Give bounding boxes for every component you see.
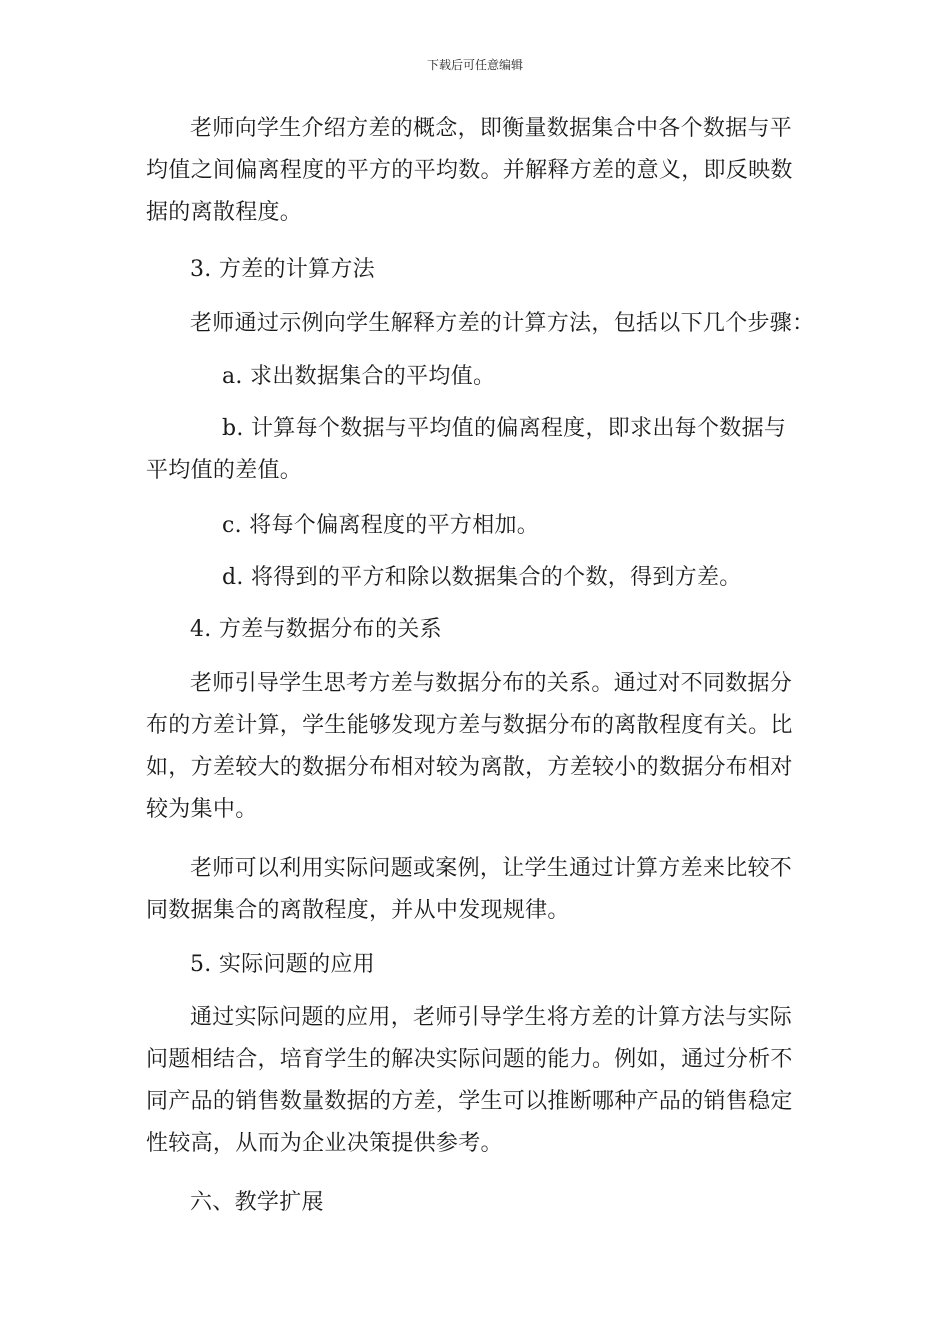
text-line: 5. 实际问题的应用 <box>190 952 375 977</box>
paragraph-distribution-relation <box>146 663 806 831</box>
heading-calculation-method <box>146 249 806 291</box>
text-line: 老师可以利用实际问题或案例，让学生通过计算方差来比较不 <box>190 856 793 881</box>
text-line: d. 将得到的平方和除以数据集合的个数，得到方差。 <box>222 565 742 590</box>
text-line: 老师通过示例向学生解释方差的计算方法，包括以下几个步骤： <box>190 311 815 336</box>
step-b <box>146 408 806 492</box>
heading-teaching-extension <box>146 1182 806 1224</box>
text-line: 均值之间偏离程度的平方的平均数。并解释方差的意义，即反映数 <box>146 158 793 183</box>
text-line: 性较高，从而为企业决策提供参考。 <box>146 1131 503 1156</box>
text-line: 4. 方差与数据分布的关系 <box>190 617 442 642</box>
page-header: 下载后可任意编辑 <box>426 58 523 72</box>
heading-practical-application <box>146 944 806 986</box>
text-line: 问题相结合，培育学生的解决实际问题的能力。例如，通过分析不 <box>146 1047 793 1072</box>
text-line: 老师引导学生思考方差与数据分布的关系。通过对不同数据分 <box>190 671 793 696</box>
text-line: 老师向学生介绍方差的概念，即衡量数据集合中各个数据与平 <box>190 116 793 141</box>
text-line: c. 将每个偏离程度的平方相加。 <box>222 513 540 538</box>
text-line: 平均值的差值。 <box>146 458 303 483</box>
paragraph-variance-concept <box>146 108 806 234</box>
paragraph-case-comparison <box>146 848 806 932</box>
text-line: 3. 方差的计算方法 <box>190 257 375 282</box>
text-line: 较为集中。 <box>146 797 258 822</box>
text-line: 据的离散程度。 <box>146 200 303 225</box>
text-line: 同产品的销售数量数据的方差，学生可以推断哪种产品的销售稳定 <box>146 1089 793 1114</box>
step-c <box>146 505 806 547</box>
paragraph-calculation-intro <box>146 303 815 345</box>
text-line: 如，方差较大的数据分布相对较为离散，方差较小的数据分布相对 <box>146 755 793 780</box>
step-a <box>146 356 806 398</box>
text-line: 布的方差计算，学生能够发现方差与数据分布的离散程度有关。比 <box>146 713 793 738</box>
text-line: 同数据集合的离散程度，并从中发现规律。 <box>146 898 570 923</box>
paragraph-practical-application <box>146 997 806 1165</box>
text-line: b. 计算每个数据与平均值的偏离程度，即求出每个数据与 <box>222 416 787 441</box>
text-line: 通过实际问题的应用，老师引导学生将方差的计算方法与实际 <box>190 1005 793 1030</box>
text-line: 六、教学扩展 <box>190 1190 324 1215</box>
step-d <box>146 557 806 599</box>
heading-distribution-relation <box>146 609 806 651</box>
text-line: a. 求出数据集合的平均值。 <box>222 364 496 389</box>
